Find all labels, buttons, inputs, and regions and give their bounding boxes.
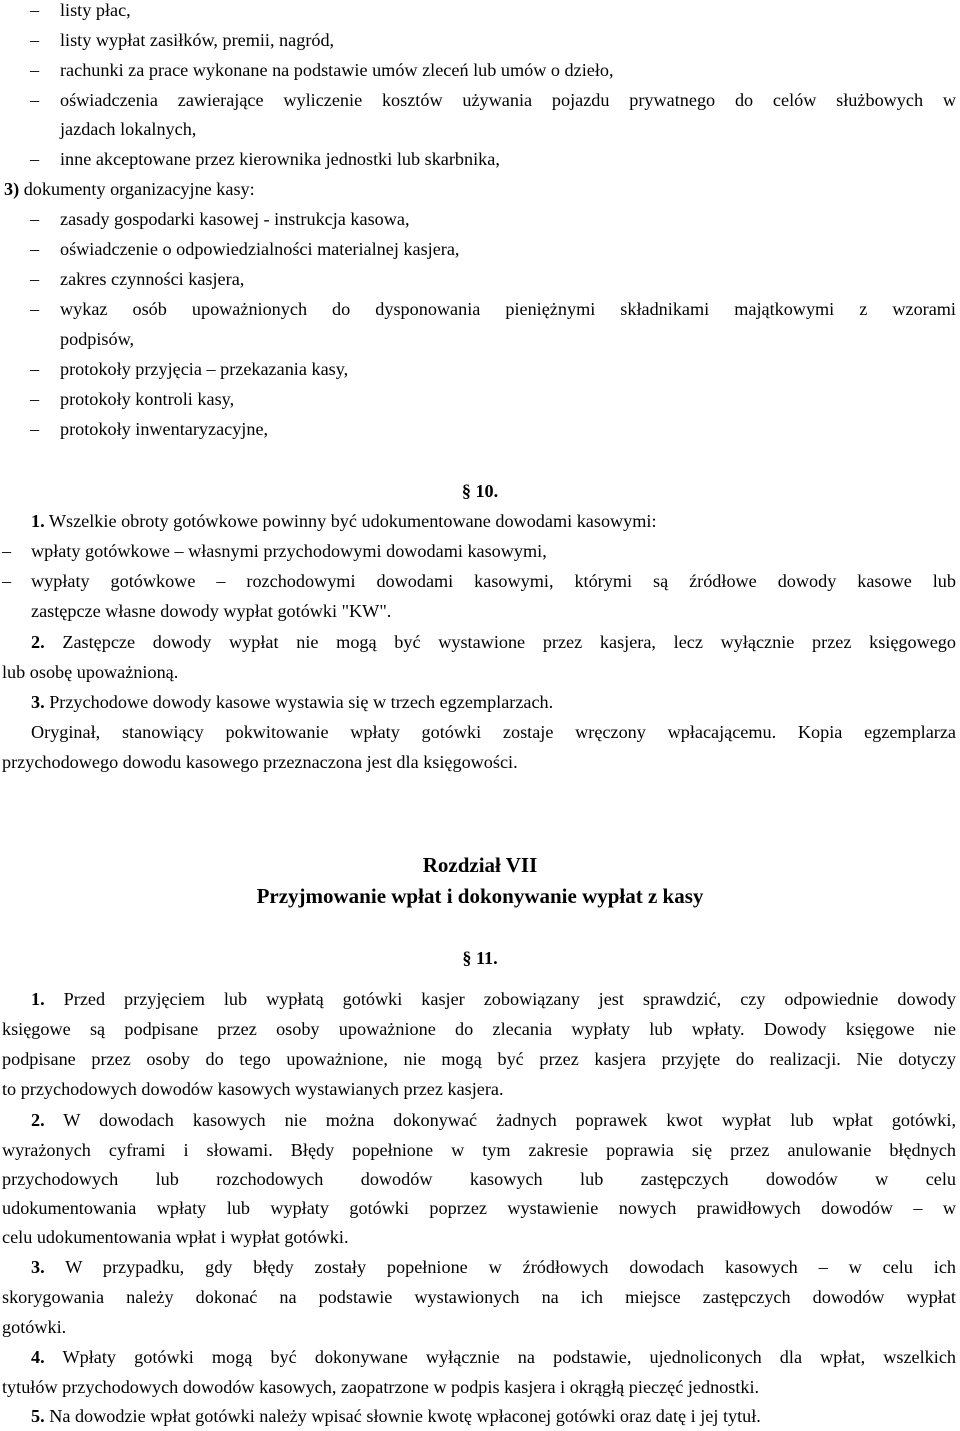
list-item: zakres czynności kasjera, [60,269,245,289]
paragraph-number: 5. [31,1406,45,1426]
section-title: § 11. [462,948,498,968]
paragraph-number: 1. [31,511,45,531]
paragraph-text: Zastępcze dowody wypłat nie mogą być wystawione przez kasjera, lecz wyłącznie przez księgowego [44,632,956,652]
paragraph [31,984,956,1014]
paragraph-line: udokumentowania wpłaty lub wypłaty gotówki poprzez wystawienie nowych prawidłowych dowodów – w [2,1198,956,1218]
list-dash: – [30,269,40,289]
list-item: wypłaty gotówkowe – rozchodowymi dowodami kasowymi, którymi są źródłowe dowody kasowe lub [31,571,956,591]
list-dash: – [30,209,40,229]
list-dash: – [30,389,40,409]
paragraph [31,1342,956,1372]
list-dash: – [30,60,40,80]
list-item: listy płac, [60,0,131,20]
list-item: rachunki za prace wykonane na podstawie umów zleceń lub umów o dzieło, [60,60,614,80]
list-dash: – [30,90,40,110]
list-dash: – [2,571,12,591]
paragraph-text: Przed przyjęciem lub wypłatą gotówki kasjer zobowiązany jest sprawdzić, czy odpowiednie dowody [44,989,956,1009]
enumerated-item [4,174,255,204]
paragraph-line: przychodowych lub rozchodowych dowodów kasowych lub zastępczych dowodów w celu [2,1169,956,1189]
paragraph-text: W dowodach kasowych nie można dokonywać żadnych poprawek kwot wypłat lub wpłat gotówki, [44,1110,956,1130]
paragraph [31,1401,761,1431]
paragraph-line: podpisane przez osoby do tego upoważnione, nie mogą być przez kasjera przyjęte do realizacji. Nie dotyczy [2,1049,956,1069]
list-dash: – [30,299,40,319]
item-number: 3) [4,179,20,199]
paragraph-number: 4. [31,1347,45,1367]
paragraph-line: księgowe są podpisane przez osoby upoważnione do zlecania wypłaty lub wpłaty. Dowody księgowe nie [2,1019,956,1039]
paragraph-continuation: przychodowego dowodu kasowego przeznaczona jest dla księgowości. [2,752,518,772]
list-dash: – [30,419,40,439]
list-item-continuation: zastępcze własne dowody wypłat gotówki "KW". [31,601,392,621]
paragraph [31,687,553,717]
paragraph-number: 2. [31,632,45,652]
paragraph-text: Na dowodzie wpłat gotówki należy wpisać słownie kwotę wpłaconej gotówki oraz datę i jej tytuł. [44,1406,761,1426]
list-item: oświadczenia zawierające wyliczenie kosztów używania pojazdu prywatnego do celów służbowych w [60,90,956,110]
paragraph [31,506,657,536]
item-text: dokumenty organizacyjne kasy: [19,179,255,199]
paragraph-text: Wpłaty gotówki mogą być dokonywane wyłącznie na podstawie, ujednoliconych dla wpłat, wszelkich [44,1347,956,1367]
paragraph [31,627,956,657]
paragraph-line: gotówki. [2,1317,67,1337]
list-item: wpłaty gotówkowe – własnymi przychodowymi dowodami kasowymi, [31,541,547,561]
list-item: protokoły przyjęcia – przekazania kasy, [60,359,349,379]
list-item: wykaz osób upoważnionych do dysponowania pieniężnymi składnikami majątkowymi z wzorami [60,299,956,319]
paragraph-line: tytułów przychodowych dowodów kasowych, zaopatrzone w podpis kasjera i okrągłą pieczęć jednostki. [2,1377,760,1397]
list-dash: – [30,359,40,379]
list-item: protokoły kontroli kasy, [60,389,235,409]
paragraph-line: wyrażonych cyframi i słowami. Błędy popełnione w tym zakresie poprawia się przez anulowanie błędnych [2,1140,956,1160]
paragraph-text: Wszelkie obroty gotówkowe powinny być udokumentowane dowodami kasowymi: [44,511,657,531]
list-item-continuation: jazdach lokalnych, [60,119,197,139]
list-dash: – [30,149,40,169]
list-dash: – [30,239,40,259]
paragraph: Oryginał, stanowiący pokwitowanie wpłaty gotówki zostaje wręczony wpłacającemu. Kopia egzemplarza [31,722,956,742]
chapter-title: Przyjmowanie wpłat i dokonywanie wypłat z kasy [256,884,704,908]
paragraph [31,1252,956,1282]
paragraph-text: Przychodowe dowody kasowe wystawia się w trzech egzemplarzach. [44,692,554,712]
list-item: listy wypłat zasiłków, premii, nagród, [60,30,335,50]
paragraph-line: celu udokumentowania wpłat i wypłat gotówki. [2,1227,349,1247]
list-dash: – [30,30,40,50]
list-item-continuation: podpisów, [60,329,135,349]
paragraph-number: 2. [31,1110,45,1130]
paragraph-number: 1. [31,989,45,1009]
paragraph [31,1105,956,1135]
paragraph-line: to przychodowych dowodów kasowych wystawianych przez kasjera. [2,1079,504,1099]
list-item: oświadczenie o odpowiedzialności materialnej kasjera, [60,239,460,259]
chapter-number: Rozdział VII [422,853,538,877]
paragraph-text: W przypadku, gdy błędy zostały popełnione w źródłowych dowodach kasowych – w celu ich [44,1257,956,1277]
list-dash: – [30,0,40,20]
list-item: protokoły inwentaryzacyjne, [60,419,269,439]
list-item: zasady gospodarki kasowej - instrukcja kasowa, [60,209,410,229]
paragraph-number: 3. [31,1257,45,1277]
list-item: inne akceptowane przez kierownika jednostki lub skarbnika, [60,149,500,169]
paragraph-line: skorygowania należy dokonać na podstawie wystawionych na ich miejsce zastępczych dowodów wypłat [2,1287,956,1307]
list-dash: – [2,541,12,561]
section-title: § 10. [461,481,499,501]
paragraph-continuation: lub osobę upoważnioną. [2,662,179,682]
paragraph-number: 3. [31,692,45,712]
